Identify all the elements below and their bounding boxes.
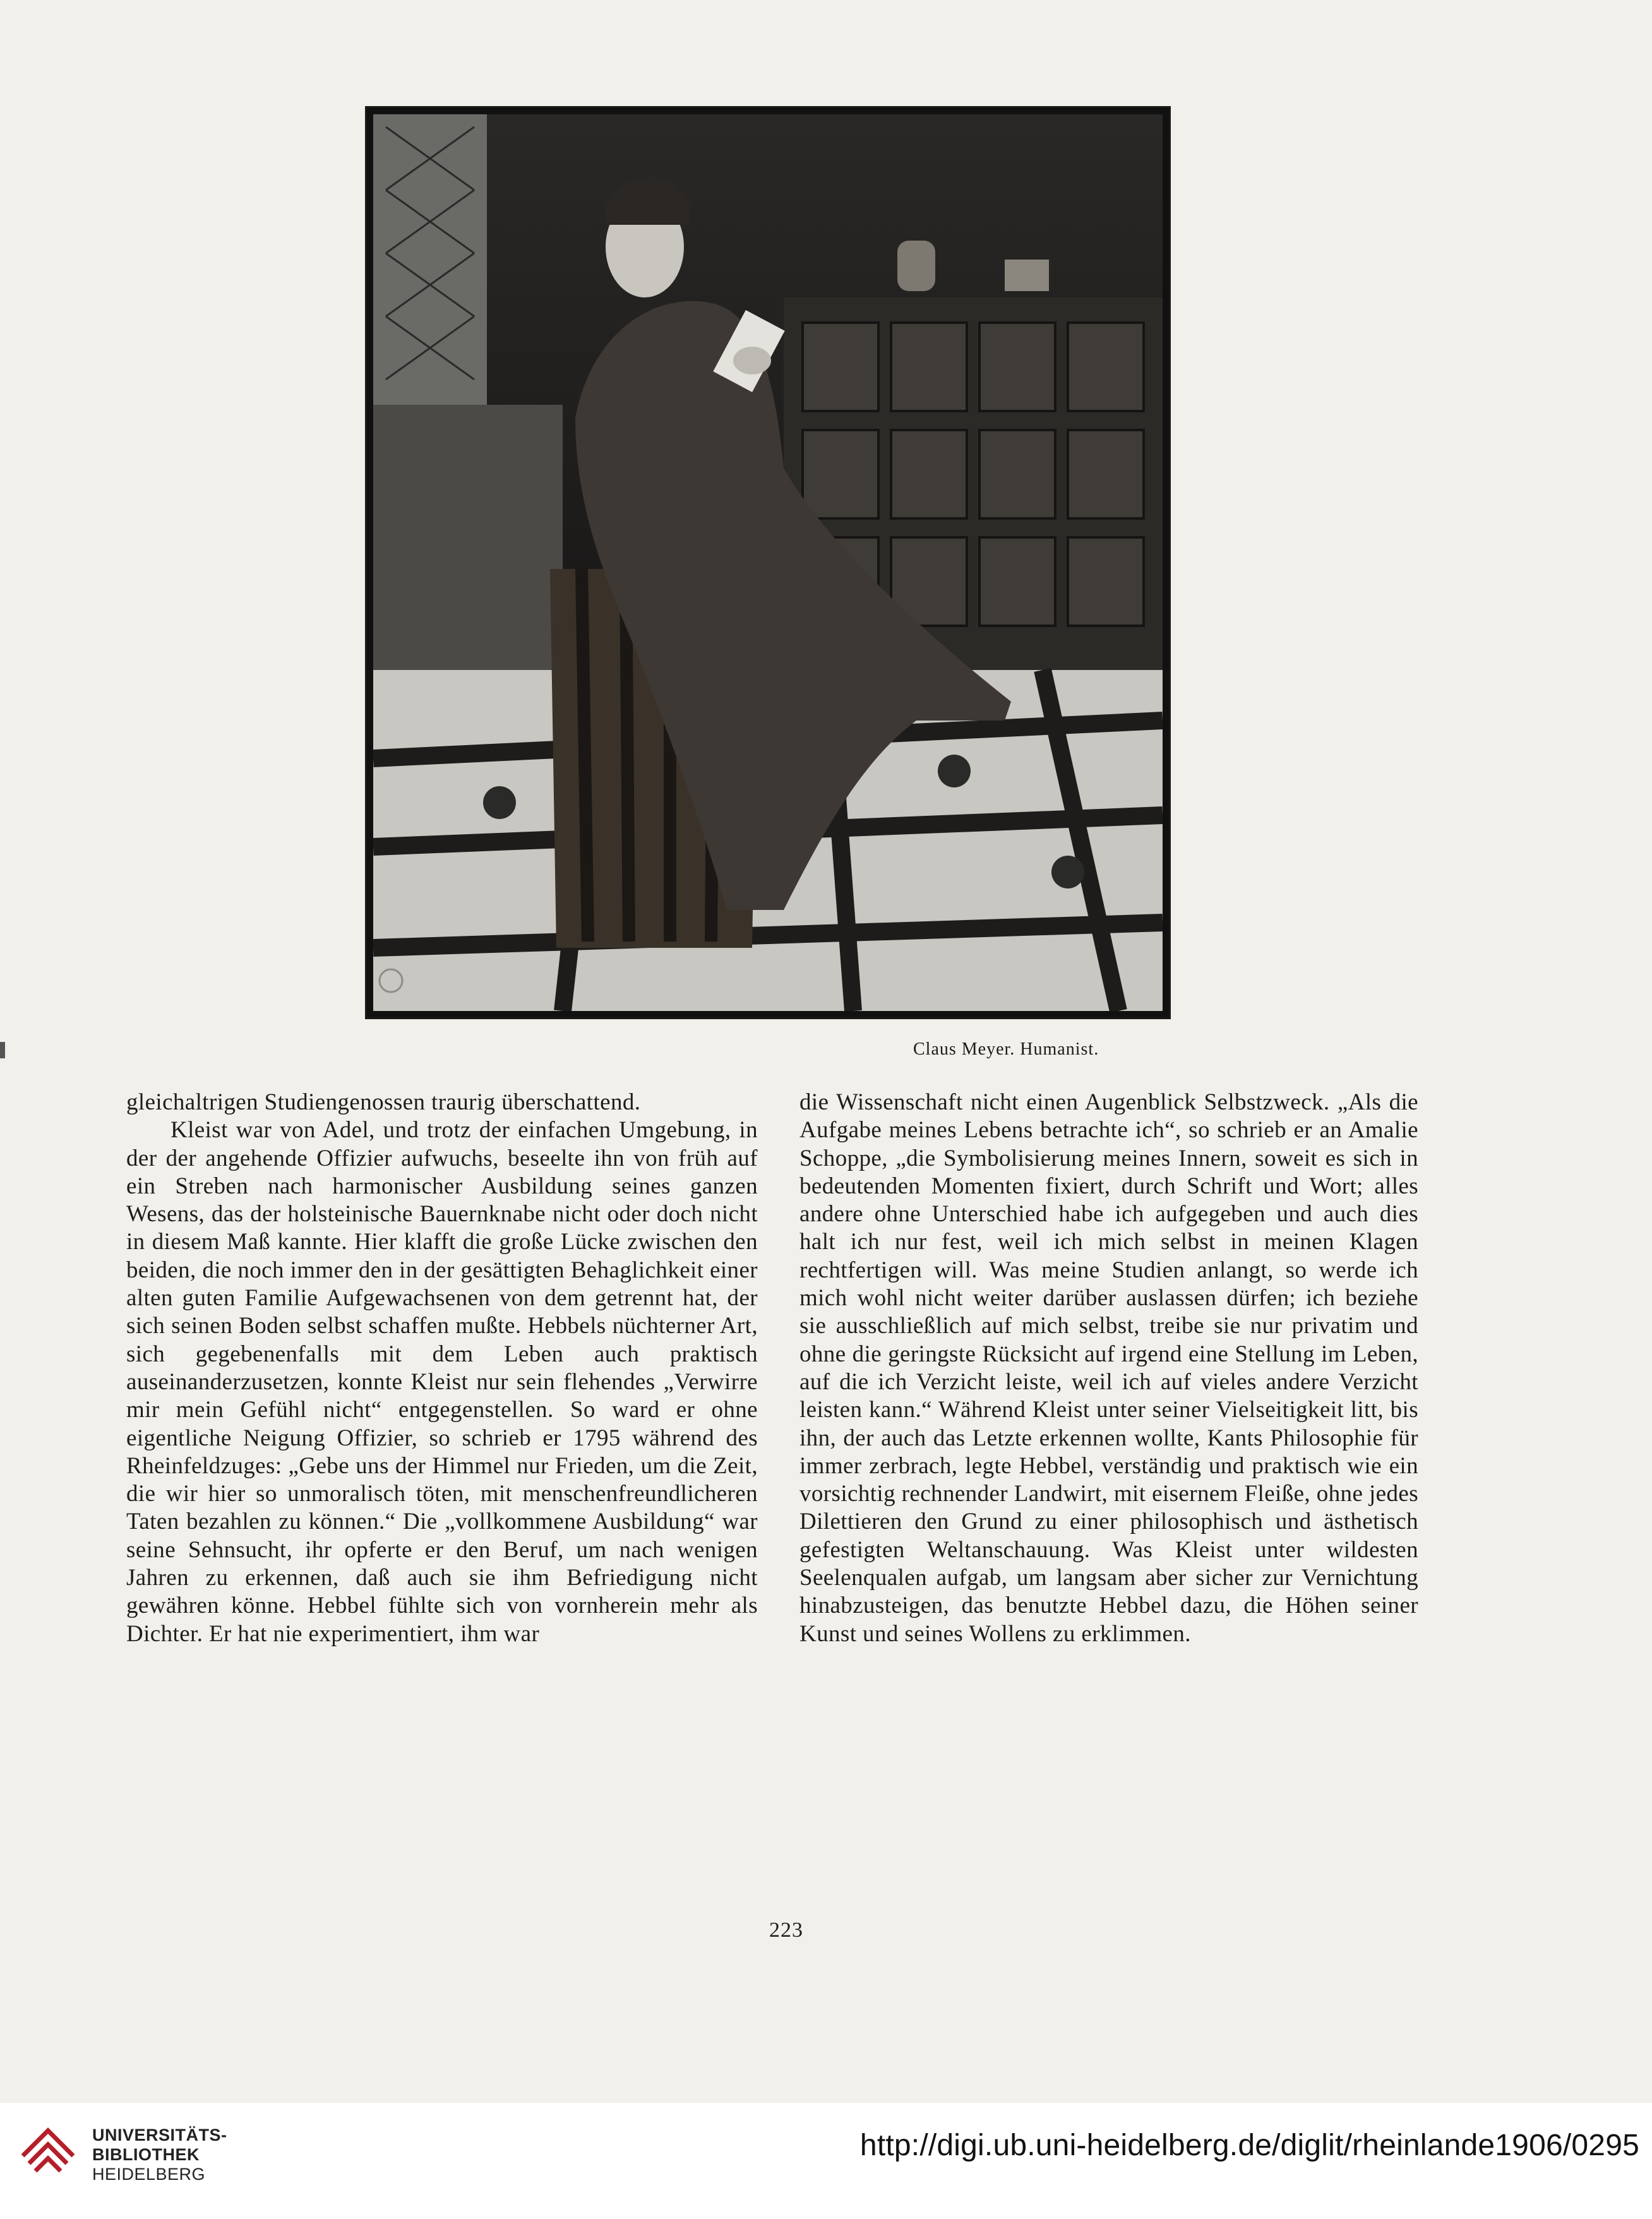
paragraph: gleichaltrigen Studiengenossen traurig überschattend. xyxy=(126,1089,641,1115)
library-name-line: BIBLIOTHEK xyxy=(92,2145,200,2164)
source-url-link[interactable]: http://digi.ub.uni-heidelberg.de/diglit/rheinlande1906/0295 xyxy=(859,2129,1639,2162)
digitization-footer xyxy=(0,2103,1652,2219)
photograph-illustration xyxy=(373,114,1163,1011)
photograph-frame xyxy=(365,106,1171,1019)
library-name xyxy=(92,2126,227,2184)
paragraph: die Wissenschaft nicht einen Augenblick Selbstzweck. „Als die Aufgabe meines Lebens betrachte ich“, so schrieb er an Amalie Schoppe, „die Symbolisierung meines Innern, soweit es sich in bedeutenden Momenten fixiert, durch Schrift und Wort; alles andere ohne Unterschied habe ich aufgegeben und auch dies halt ich nur fest, weil ich mich selbst in meinen Klagen rechtfertigen will. Was meine Studien anlangt, so werde ich mich wohl nicht weiter darüber auslassen dürfen; ich beziehe sie ausschließlich auf mich selbst, treibe sie nur privatim und ohne die geringste Rücksicht auf irgend eine Stellung im Leben, auf die ich Verzicht leiste, weil ich auf vieles andere Verzicht leisten kann.“ Während Kleist unter seiner Vielseitigkeit litt, bis ihn, der auch das Letzte erkennen wollte, Kants Philosophie für immer zerbrach, legte Hebbel, verständig und praktisch wie ein vorsichtig rechnender Landwirt, mit eisernem Fleiße, ohne jedes Dilettieren den Grund zu einer philosophisch und ästhetisch gefestigten Weltanschauung. Was Kleist unter wildesten Seelenqualen aufgab, um langsam aber sicher zur Vernichtung hinabzusteigen, das benutzte Hebbel dazu, die Höhen seiner Kunst und seines Wollens zu erklimmen. xyxy=(799,1089,1418,1647)
library-name-line: HEIDELBERG xyxy=(92,2165,206,2184)
paragraph: Kleist war von Adel, und trotz der einfachen Umgebung, in der der angehende Offizier aufwuchs, beseelte ihn von früh auf ein Streben nach harmonischer Ausbildung seines ganzen Wesens, das der holsteinische Bauernknabe nicht oder doch nicht in diesem Maß kannte. Hier klafft die große Lücke zwischen den beiden, die noch immer den in der gesättigten Behaglichkeit einer alten guten Familie Aufgewachsenen von dem getrennt hat, der sich seinen Boden selbst schaffen mußte. Hebbels nüchterner Art, sich gegebenenfalls mit dem Leben auch praktisch auseinanderzusetzen, konnte Kleist nur sein flehendes „Verwirre mir mein Gefühl nicht“ entgegenstellen. So ward er ohne eigentliche Neigung Offizier, so schrieb er 1795 während des Rheinfeldzuges: „Gebe uns der Himmel nur Frieden, um die Zeit, die wir hier so unmoralisch töten, mit menschenfreundlicheren Taten bezahlen zu können.“ Die „vollkommene Ausbildung“ war seine Sehnsucht, ihr opferte er den Beruf, um nach wenigen Jahren zu erkennen, daß auch sie ihm Befriedigung nicht gewähren könne. Hebbel fühlte sich von vornherein mehr als Dichter. Er hat nie experimentiert, ihm war xyxy=(126,1117,758,1647)
text-column-left xyxy=(126,1089,758,1648)
figure-caption: Claus Meyer. Humanist. xyxy=(913,1039,1099,1059)
library-logo-icon xyxy=(16,2119,80,2182)
page-edge-mark xyxy=(0,1042,5,1058)
photograph-reading-humanist xyxy=(373,114,1163,1011)
page-number: 223 xyxy=(769,1918,803,1942)
text-column-right xyxy=(799,1089,1418,1648)
library-name-line: UNIVERSITÄTS- xyxy=(92,2126,227,2144)
